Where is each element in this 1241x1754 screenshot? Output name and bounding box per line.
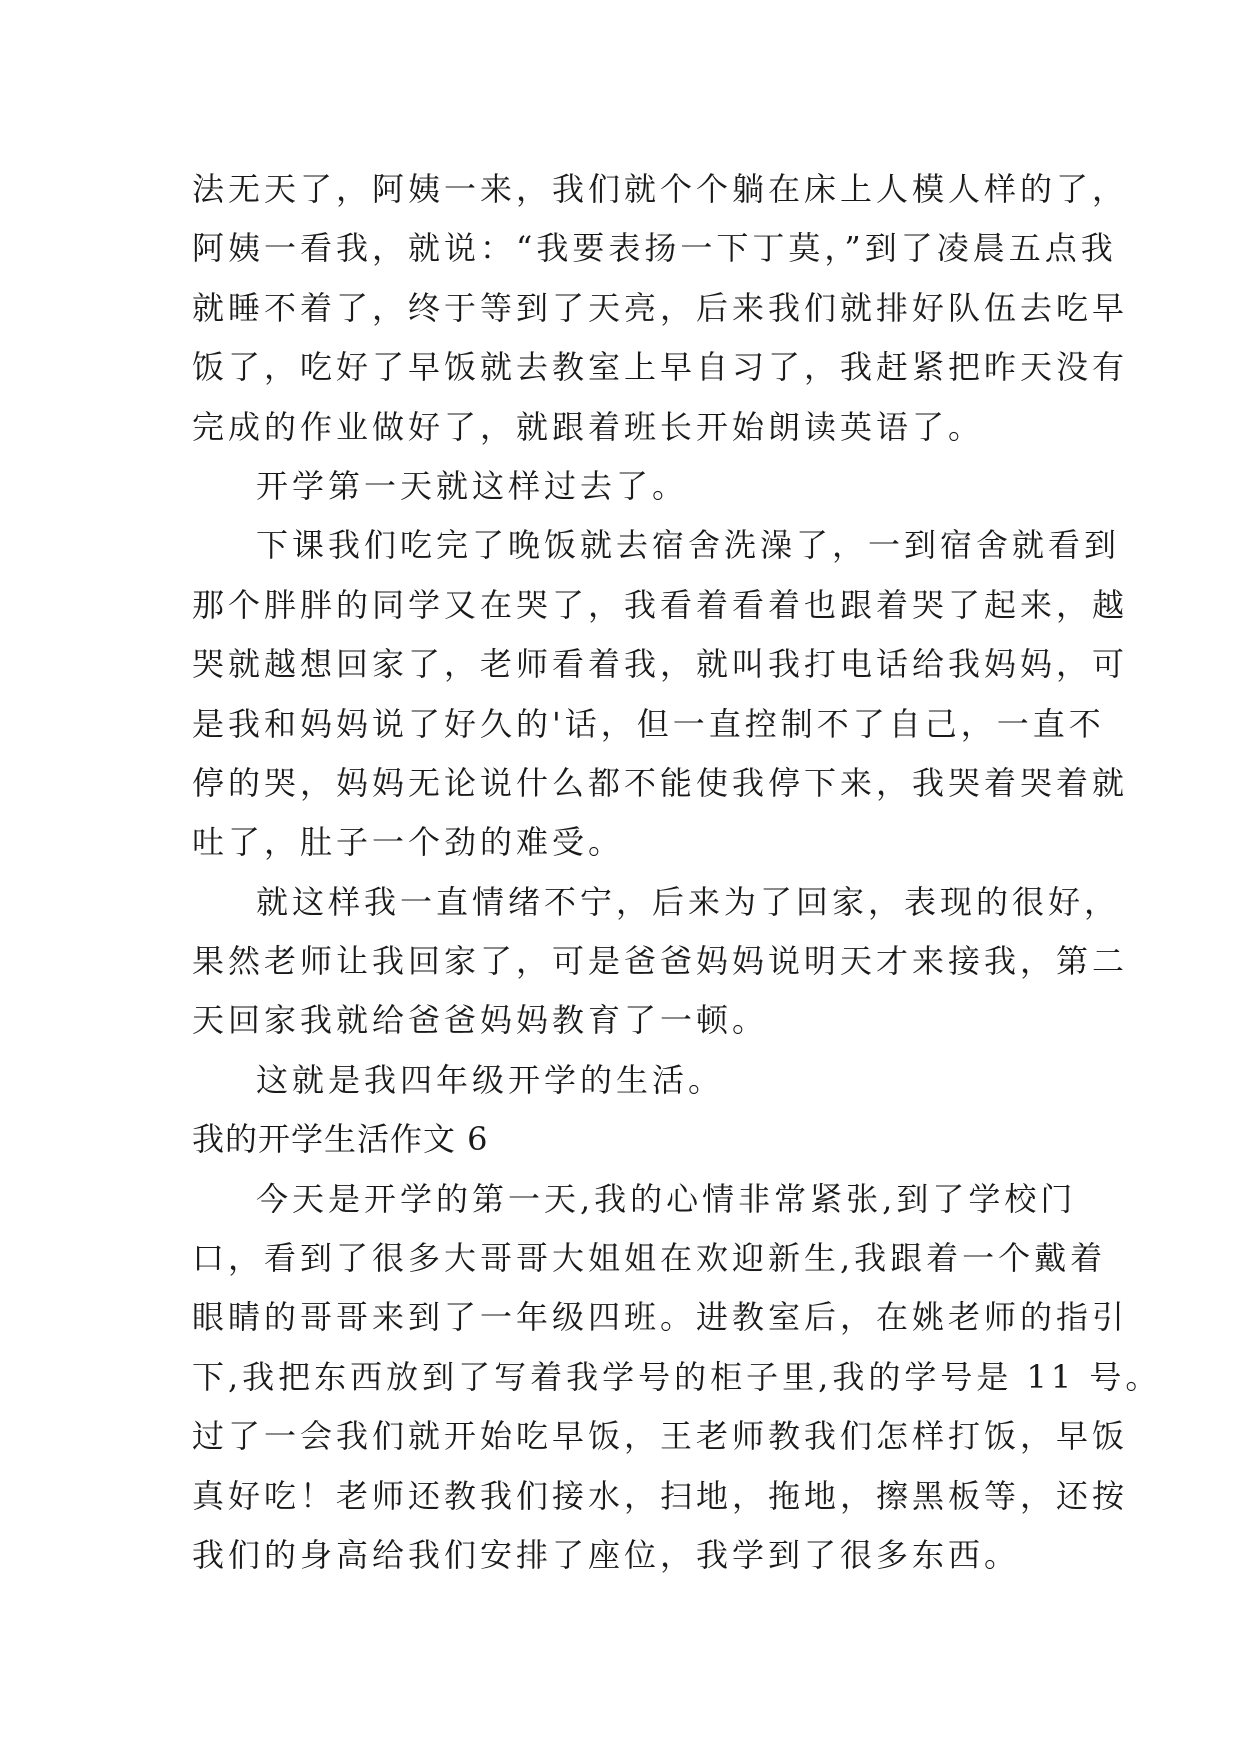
paragraph-5 xyxy=(192,1051,1052,1110)
paragraph-line: 真好吃！老师还教我们接水，扫地，拖地，擦黑板等，还按 xyxy=(192,1476,1129,1515)
essay-heading: 我的开学生活作文 6 xyxy=(192,1120,489,1159)
paragraph-line: 口，看到了很多大哥哥大姐姐在欢迎新生,我跟着一个戴着 xyxy=(192,1239,1107,1278)
paragraph-1 xyxy=(192,160,1129,457)
paragraph-4 xyxy=(192,873,1129,1051)
paragraph-line: 停的哭，妈妈无论说什么都不能使我停下来，我哭着哭着就 xyxy=(192,763,1129,802)
paragraph-line: 天回家我就给爸爸妈妈教育了一顿。 xyxy=(192,1001,769,1040)
paragraph-6 xyxy=(192,1170,1162,1586)
paragraph-line: 法无天了，阿姨一来，我们就个个躺在床上人模人样的了， xyxy=(192,170,1129,208)
paragraph-3 xyxy=(192,516,1129,872)
paragraph-line: 果然老师让我回家了，可是爸爸妈妈说明天才来接我，第二 xyxy=(192,942,1129,981)
paragraph-line: 这就是我四年级开学的生活。 xyxy=(256,1060,725,1099)
paragraph-line: 开学第一天就这样过去了。 xyxy=(256,466,689,505)
paragraph-line: 今天是开学的第一天,我的心情非常紧张,到了学校门 xyxy=(256,1179,1077,1218)
paragraph-line: 阿姨一看我，就说：“我要表扬一下丁莫，”到了凌晨五点我 xyxy=(192,229,1117,268)
paragraph-line: 过了一会我们就开始吃早饭，王老师教我们怎样打饭，早饭 xyxy=(192,1417,1129,1456)
paragraph-line: 就睡不着了，终于等到了天亮，后来我们就排好队伍去吃早 xyxy=(192,288,1129,327)
paragraph-line: 下课我们吃完了晚饭就去宿舍洗澡了，一到宿舍就看到 xyxy=(256,526,1121,565)
paragraph-line: 眼睛的哥哥来到了一年级四班。进教室后，在姚老师的指引 xyxy=(192,1298,1129,1337)
paragraph-line: 下,我把东西放到了写着我学号的柜子里,我的学号是 11 号。 xyxy=(192,1357,1162,1396)
paragraph-line: 完成的作业做好了，就跟着班长开始朗读英语了。 xyxy=(192,407,985,446)
paragraph-line: 哭就越想回家了，老师看着我，就叫我打电话给我妈妈，可 xyxy=(192,645,1129,684)
paragraph-line: 那个胖胖的同学又在哭了，我看着看着也跟着哭了起来，越 xyxy=(192,585,1129,624)
paragraph-line: 就这样我一直情绪不宁，后来为了回家，表现的很好， xyxy=(256,882,1121,921)
paragraph-2 xyxy=(192,457,1052,516)
paragraph-line: 我们的身高给我们安排了座位，我学到了很多东西。 xyxy=(192,1535,1021,1574)
paragraph-line: 吐了，肚子一个劲的难受。 xyxy=(192,823,625,862)
paragraph-line: 饭了，吃好了早饭就去教室上早自习了，我赶紧把昨天没有 xyxy=(192,348,1129,387)
paragraph-line: 是我和妈妈说了好久的'话，但一直控制不了自己，一直不 xyxy=(192,704,1105,743)
document-page xyxy=(192,160,1162,1585)
